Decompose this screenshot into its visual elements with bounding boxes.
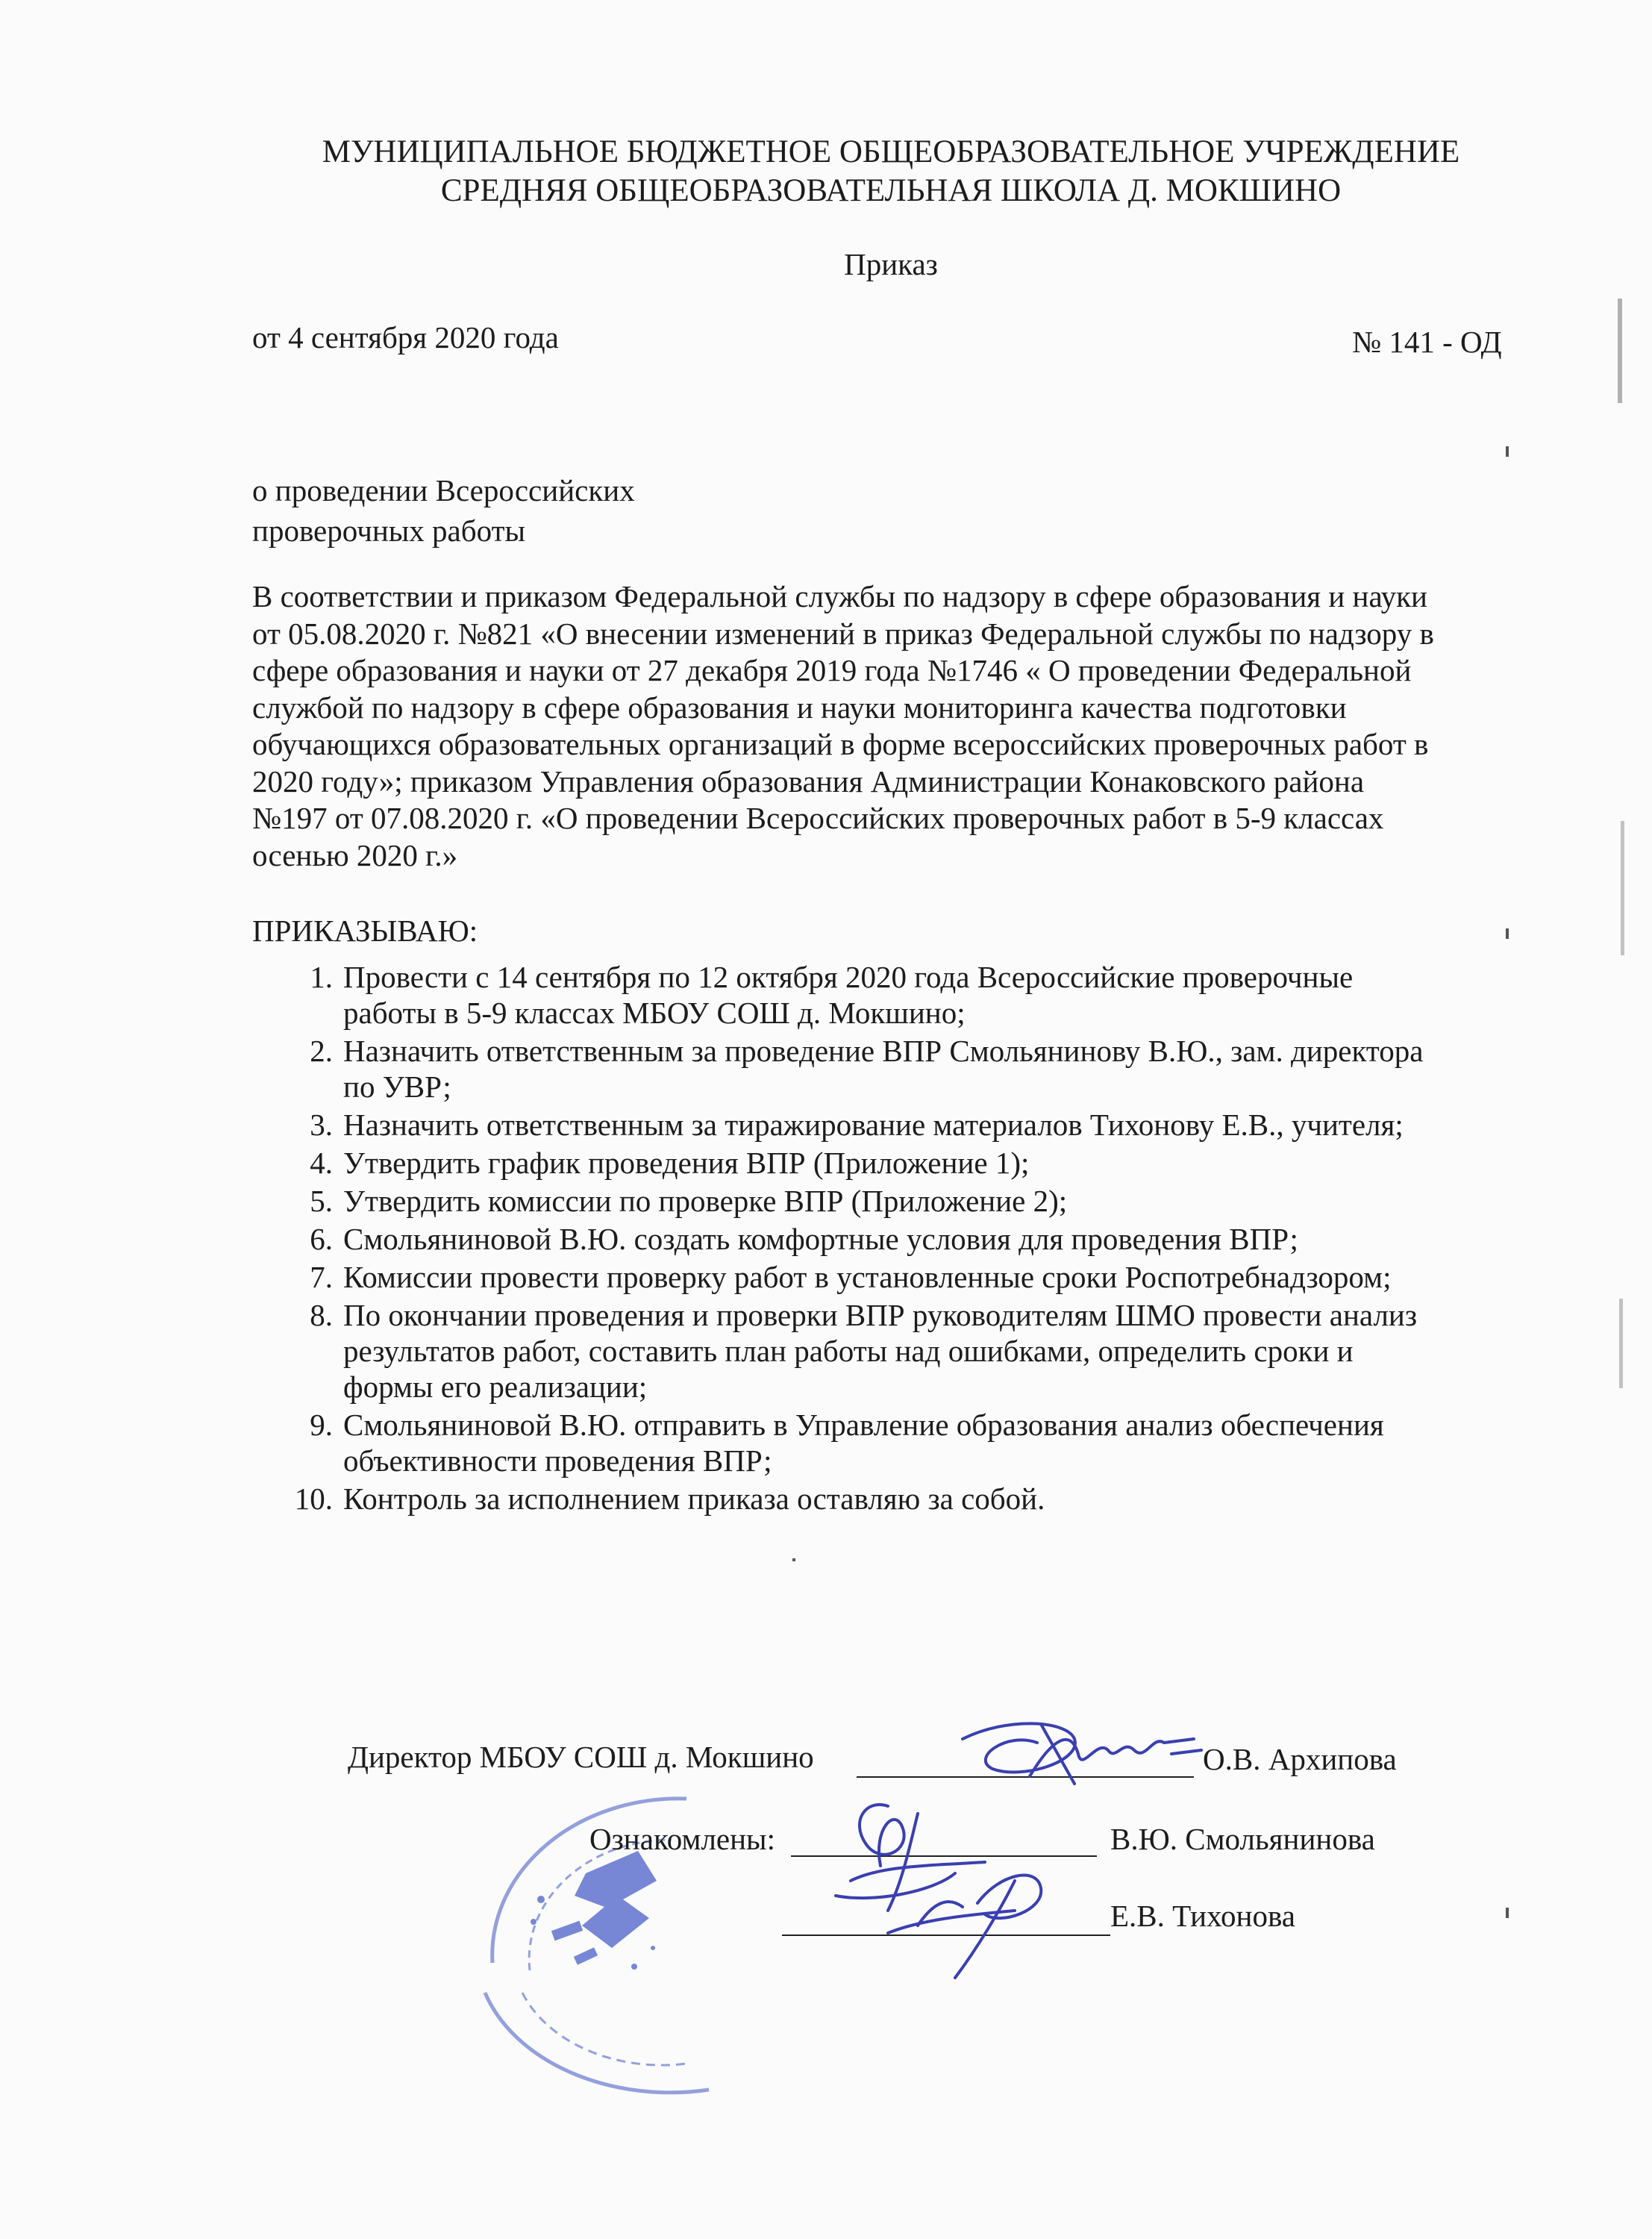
scan-artifact	[1621, 821, 1624, 955]
order-item	[252, 1297, 1536, 1405]
preamble-line: сфере образования и науки от 27 декабря 2019 года №1746 « О проведении Федеральной	[252, 653, 1412, 687]
order-item-number: 9.	[310, 1408, 333, 1442]
order-item	[252, 1183, 1536, 1219]
order-item-number: 2.	[310, 1034, 333, 1068]
order-item-text: Назначить ответственным за проведение ВПР Смольянинову В.Ю., зам. директора	[343, 1034, 1424, 1068]
preamble-paragraph	[252, 578, 1536, 874]
order-item	[252, 1107, 1536, 1143]
order-number: № 141 - ОД	[1352, 325, 1502, 359]
preamble-line: 2020 году»; приказом Управления образования Администрации Конаковского района	[252, 763, 1365, 799]
order-item-number: 10.	[294, 1481, 333, 1516]
order-item-text: результатов работ, составить план работы над ошибками, определить сроки и	[343, 1334, 1354, 1368]
header-line-1: МУНИЦИПАЛЬНОЕ БЮДЖЕТНОЕ ОБЩЕОБРАЗОВАТЕЛЬНОЕ УЧРЕЖДЕНИЕ	[322, 134, 1460, 169]
subject-line-1: о проведении Всероссийских	[252, 473, 635, 508]
director-name: О.В. Архипова	[1203, 1742, 1397, 1776]
order-date: от 4 сентября 2020 года	[252, 320, 559, 355]
scan-artifact	[1506, 446, 1509, 457]
preamble-line: обучающихся образовательных организаций в форме всероссийских проверочных работ в	[252, 727, 1429, 761]
order-item-number: 3.	[310, 1108, 333, 1142]
person-2-name: Е.В. Тихонова	[1110, 1899, 1296, 1933]
institution-header	[0, 133, 1652, 210]
preamble-line: В соответствии и приказом Федеральной службы по надзору в сфере образования и науки	[252, 579, 1427, 613]
person-1-name: В.Ю. Смольянинова	[1110, 1822, 1375, 1856]
order-item-text: Назначить ответственным за тиражирование материалов Тихонову Е.В., учителя;	[343, 1108, 1404, 1142]
order-item-number: 6.	[310, 1222, 333, 1256]
scan-artifact	[792, 1558, 795, 1561]
order-item-text: объективности проведения ВПР;	[343, 1443, 772, 1478]
order-heading: ПРИКАЗЫВАЮ:	[252, 914, 478, 948]
order-item-text: Смольяниновой В.Ю. создать комфортные условия для проведения ВПР;	[343, 1222, 1298, 1256]
order-item	[252, 1407, 1536, 1478]
preamble-line: №197 от 07.08.2020 г. «О проведении Всероссийских проверочных работ в 5-9 классах	[252, 801, 1384, 835]
order-item-text: работы в 5-9 классах МБОУ СОШ д. Мокшино;	[343, 996, 966, 1030]
subject-line-2: проверочных работы	[252, 513, 526, 548]
order-subject	[252, 470, 635, 551]
order-item-number: 4.	[310, 1146, 333, 1180]
order-item-text: Утвердить комиссии по проверке ВПР (Приложение 2);	[343, 1184, 1068, 1218]
acquainted-label: Ознакомлены:	[589, 1822, 775, 1856]
person-2-signature-icon	[866, 1821, 1082, 1985]
preamble-line: осенью 2020 г.»	[252, 837, 458, 872]
preamble-line: от 05.08.2020 г. №821 «О внесении изменений в приказ Федеральной службы по надзору в	[252, 616, 1434, 651]
scan-artifact	[1618, 299, 1622, 403]
scan-artifact	[1506, 928, 1509, 939]
preamble-line: службой по надзору в сфере образования и науки мониторинга качества подготовки	[252, 690, 1347, 725]
scan-artifact	[1506, 1908, 1509, 1918]
scan-artifact	[1619, 1299, 1623, 1388]
order-item-text: Комиссии провести проверку работ в установленные сроки Роспотребнадзором;	[343, 1260, 1392, 1294]
order-item	[252, 1259, 1536, 1295]
order-item-text: Провести с 14 сентября по 12 октября 2020 года Всероссийские проверочные	[343, 960, 1354, 994]
document-title: Приказ	[844, 247, 938, 281]
order-item-number: 8.	[310, 1298, 333, 1332]
order-item-text: Утвердить график проведения ВПР (Приложение 1);	[343, 1146, 1030, 1180]
order-item-text: Контроль за исполнением приказа оставляю за собой.	[343, 1481, 1045, 1516]
order-item	[252, 1033, 1536, 1105]
order-item-number: 1.	[310, 960, 333, 994]
order-item-number: 5.	[310, 1184, 333, 1218]
order-list	[252, 959, 1536, 1519]
order-item	[252, 1481, 1536, 1517]
order-item-number: 7.	[310, 1260, 333, 1294]
order-item-text: формы его реализации;	[343, 1370, 648, 1404]
order-item	[252, 1145, 1536, 1181]
order-item	[252, 1221, 1536, 1257]
order-item-text: по УВР;	[343, 1069, 451, 1104]
director-label: Директор МБОУ СОШ д. Мокшино	[348, 1740, 814, 1774]
order-item	[252, 959, 1536, 1031]
header-line-2: СРЕДНЯЯ ОБЩЕОБРАЗОВАТЕЛЬНАЯ ШКОЛА Д. МОКШИНО	[440, 173, 1342, 208]
order-item-text: По окончании проведения и проверки ВПР руководителям ШМО провести анализ	[343, 1298, 1418, 1332]
order-item-text: Смольяниновой В.Ю. отправить в Управление образования анализ обеспечения	[343, 1408, 1384, 1442]
